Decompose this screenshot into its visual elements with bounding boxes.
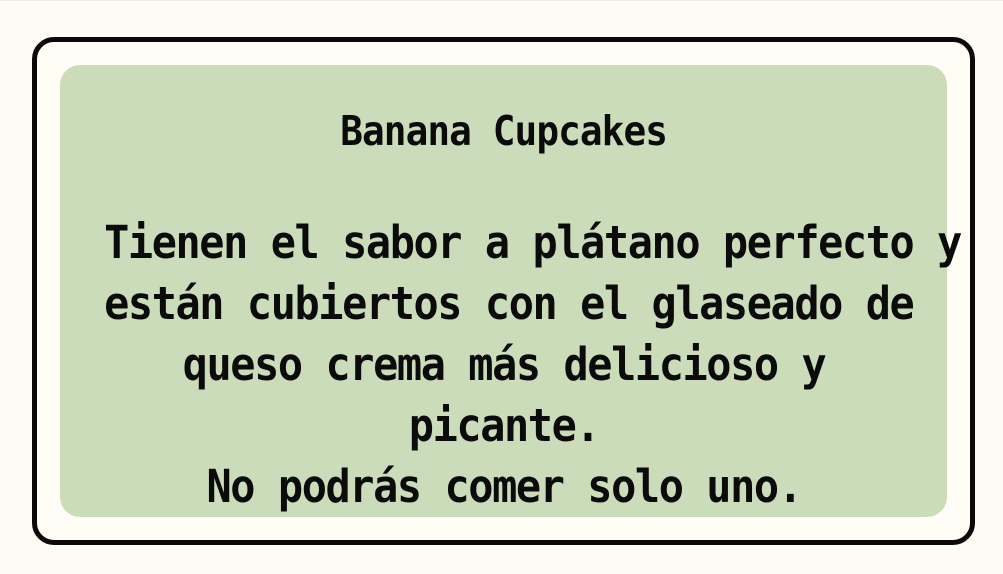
card-tagline: No podrás comer solo uno. bbox=[205, 460, 802, 513]
card-title: Banana Cupcakes bbox=[340, 107, 667, 155]
description-line: queso crema más delicioso y bbox=[182, 338, 825, 391]
description-line: picante. bbox=[408, 399, 599, 452]
card-content-panel bbox=[60, 65, 961, 517]
cupcake-card bbox=[32, 37, 975, 545]
card-description bbox=[103, 212, 961, 517]
description-line: están cubiertos con el glaseado de bbox=[103, 277, 913, 330]
description-line: Tienen el sabor a plátano perfecto y bbox=[103, 216, 961, 269]
